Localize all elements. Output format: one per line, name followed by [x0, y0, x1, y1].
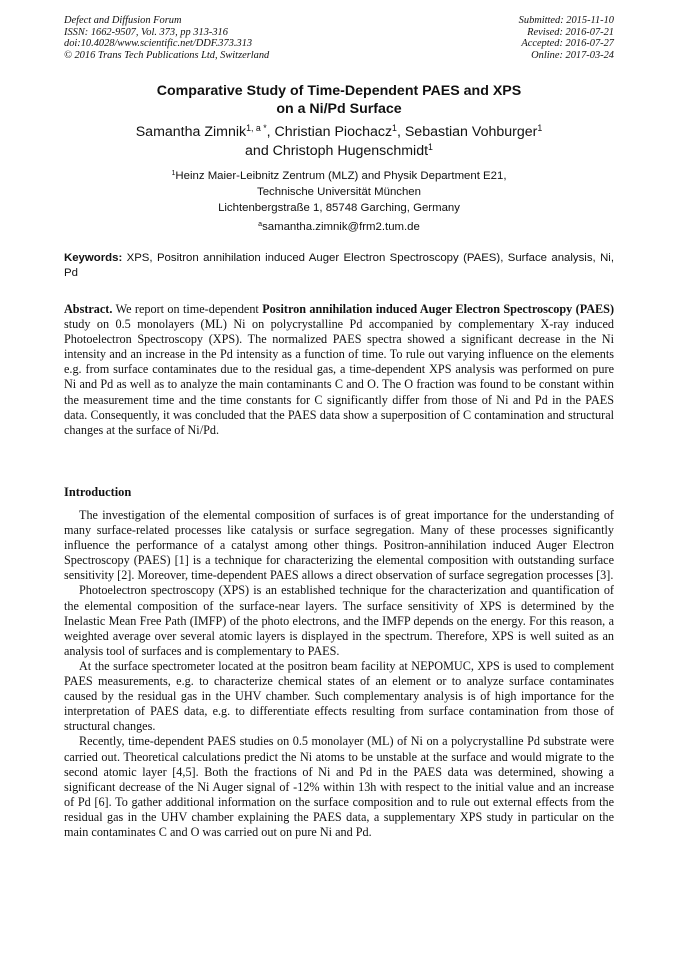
- author-affiliation-mark: 1: [392, 123, 397, 134]
- introduction-body: [64, 508, 614, 840]
- email-mark: a: [258, 221, 263, 229]
- title-line-2: on a Ni/Pd Surface: [276, 101, 402, 117]
- section-heading: Introduction: [64, 485, 132, 499]
- author-name: Samantha Zimnik: [135, 124, 247, 140]
- paper-title: [64, 82, 614, 118]
- author-separator: ,: [266, 124, 275, 140]
- paragraph: Recently, time-dependent PAES studies on 0.5 monolayer (ML) of Ni on a polycrystalline Pd substrate were carried out. Theoretical calculations predict the Ni atoms to be unstable at the surface and would migrate to the second atomic layer [4,5]. Both the fractions of Ni and Pd in the PAES data was determined, showing a significant decrease of the Ni Auger signal of -12% within 13h with respect to the initial value and an increase of Pd [6]. To gather additional information on the surface composition and to rule out external effects from the residual gas in the UHV chamber explaining the PAES data, a supplementary XPS study in particular on the main contaminates C and O was carried out on pure Ni and Pd.: [64, 734, 614, 839]
- affiliation-text: Heinz Maier-Leibnitz Zentrum (MLZ) and Physik Department E21,: [175, 170, 507, 182]
- submitted-date: Submitted: 2015-11-10: [518, 15, 614, 26]
- affiliation-line-1: [64, 168, 614, 184]
- keywords-text: XPS, Positron annihilation induced Auger Electron Spectroscopy (PAES), Surface analysis, Ni, Pd: [64, 252, 614, 279]
- journal-info: [64, 15, 269, 61]
- issn: ISSN: 1662-9507, Vol. 373, pp 313-316: [64, 26, 228, 38]
- author-name: Sebastian Vohburger: [404, 124, 538, 140]
- author-affiliation-mark: 1: [428, 142, 433, 153]
- author-affiliation-mark: 1, a *: [246, 123, 267, 134]
- online-date: Online: 2017-03-24: [531, 49, 614, 61]
- abstract: [64, 302, 614, 438]
- author-conjunction: and: [245, 143, 273, 159]
- affiliation-mark: 1: [171, 170, 176, 178]
- copyright: © 2016 Trans Tech Publications Ltd, Switzerland: [64, 49, 270, 61]
- author-affiliation-mark: 1: [537, 123, 543, 134]
- affiliation-line-3: Lichtenbergstraße 1, 85748 Garching, Germany: [218, 202, 460, 214]
- author-separator: ,: [396, 124, 405, 140]
- paragraph: The investigation of the elemental composition of surfaces is of great importance for the understanding of many surface-related processes like catalysis or surface segregation. Many of these processes significantly influence the performance of a catalyst among other things. Positron-annihilation induced Auger Electron Spectroscopy (PAES) [1] is a technique for characterizing the elemental composition with outstanding surface sensitivity [2]. Moreover, time-dependent PAES allows a direct observation of surface segregation processes [3].: [64, 508, 614, 583]
- authors-line-1: [64, 123, 614, 142]
- abstract-text: We report on time-dependent: [112, 302, 263, 316]
- contact-email: [64, 221, 614, 233]
- abstract-text: study on 0.5 monolayers (ML) Ni on polycrystalline Pd accompanied by complementary X-ray induced Photoelectron Spectroscopy (XPS). The normalized PAES spectra showed a significant decrease in the Ni intensity and an increase in the Pd intensity as a function of time. To rule out varying influence on the elements e.g. from surface contaminates due to the residual gas, a time-dependent XPS analysis was performed on pure Ni and Pd as well as to analyze the main contaminants C and O. The O fraction was found to be constant within the measurement time and the time constants for C significantly differ from those of Ni and Pd in the PAES data. Consequently, it was concluded that the PAES data show a superposition of C contamination and structural changes at the surface of Ni/Pd.: [64, 317, 614, 437]
- abstract-bold-term: Positron annihilation induced Auger Electron Spectroscopy (PAES): [262, 302, 614, 316]
- abstract-label: Abstract.: [64, 302, 113, 316]
- doi: doi:10.4028/www.scientific.net/DDF.373.313: [64, 38, 253, 50]
- publication-dates: [519, 15, 614, 61]
- accepted-date: Accepted: 2016-07-27: [521, 38, 614, 50]
- title-line-1: Comparative Study of Time-Dependent PAES and XPS: [156, 83, 522, 99]
- email-address: samantha.zimnik@frm2.tum.de: [262, 221, 420, 233]
- revised-date: Revised: 2016-07-21: [527, 26, 614, 38]
- paragraph: At the surface spectrometer located at the positron beam facility at NEPOMUC, XPS is used to complement PAES measurements, e.g. to characterize chemical states of an element or to analyze surface contaminates caused by the residual gas in the UHV chamber. Such complementary analysis is of high importance for the interpretation of PAES data, e.g. to differentiate effects resulting from surface contamination from those of structural changes.: [64, 658, 614, 734]
- keywords-label: Keywords:: [64, 252, 123, 264]
- authors-line-2: [64, 142, 614, 161]
- author-name: Christian Piochacz: [274, 124, 393, 140]
- paragraph: Photoelectron spectroscopy (XPS) is an established technique for the characterization and quantification of the elemental composition of the surface-near layers. The surface sensitivity of XPS is determined by the Inelastic Mean Free Path (IMFP) of the photo electrons, and the IMFP depends on the energy. For this reason, a weighted average over several atomic layers is displayed in the spectrum. Therefore, XPS is well suited as an analysis tool of surfaces and is complementary to PAES.: [64, 583, 614, 658]
- affiliation-line-2: Technische Universität München: [257, 186, 421, 198]
- keywords: [64, 251, 614, 280]
- author-list: [64, 123, 614, 161]
- affiliation: [64, 168, 614, 216]
- journal-name: Defect and Diffusion Forum: [64, 15, 182, 26]
- author-name: Christoph Hugenschmidt: [272, 143, 429, 159]
